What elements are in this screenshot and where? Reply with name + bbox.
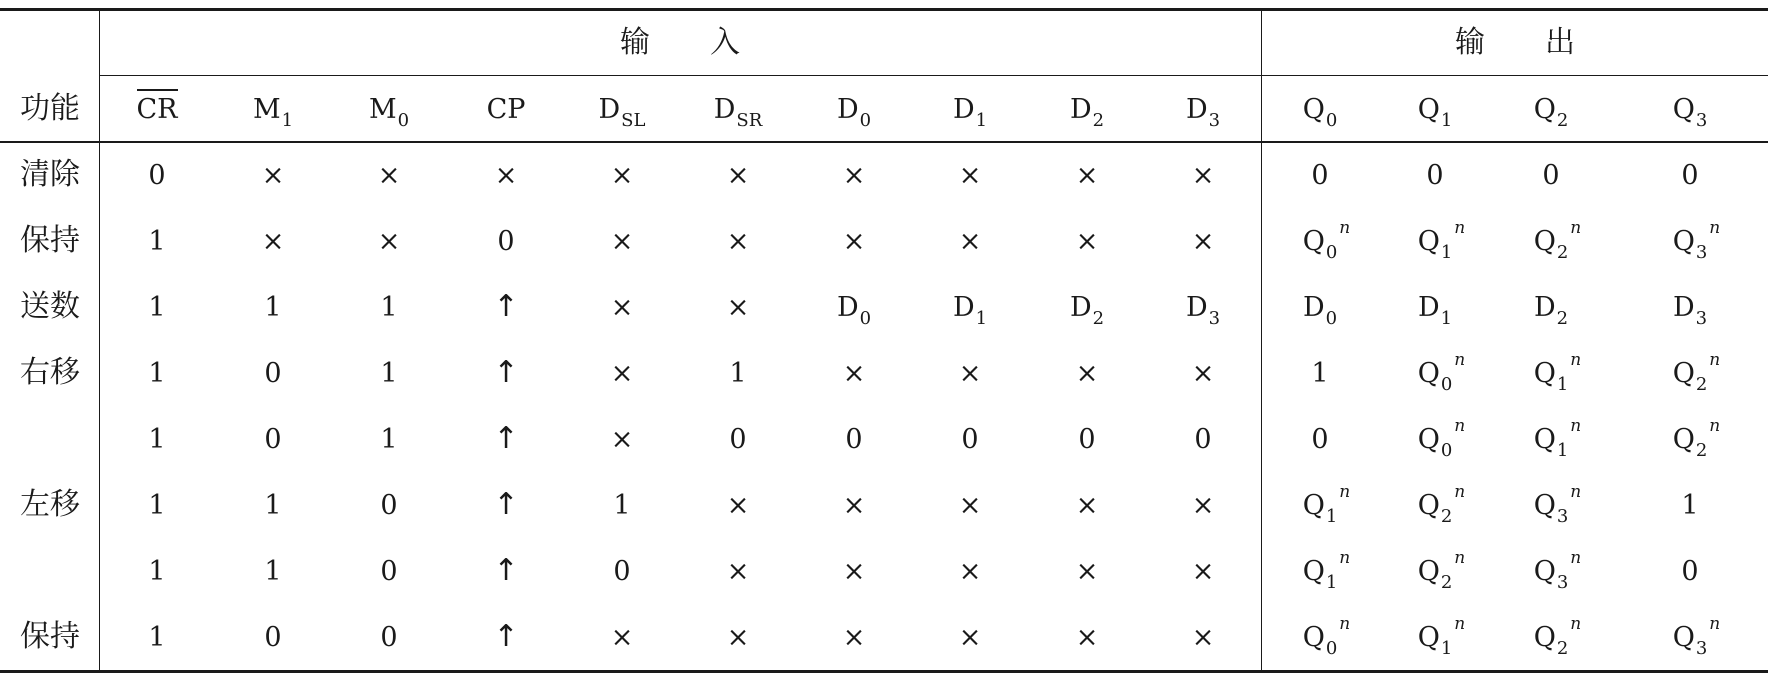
table-cell: × — [610, 357, 634, 389]
table-cell: × — [726, 159, 750, 191]
table-cell: ↑ — [493, 487, 519, 522]
table-cell: 0 — [1681, 555, 1699, 587]
table-cell: × — [842, 159, 866, 191]
table-cell: × — [1075, 489, 1099, 521]
table-cell: $Q_2$ n — [1417, 547, 1466, 593]
input-group-label: 输 入 — [620, 25, 740, 60]
table-cell: 1 — [1681, 489, 1699, 521]
table-cell: 0 — [148, 159, 166, 191]
table-cell: $Q_2$ n — [1417, 481, 1466, 527]
table-cell: $Q_1$ n — [1417, 613, 1466, 659]
table-cell: $Q_1$ n — [1533, 349, 1582, 395]
top-rule — [0, 8, 1768, 11]
output-group-label: 输 出 — [1455, 25, 1575, 60]
table-cell: × — [377, 225, 401, 257]
input-output-divider — [1261, 8, 1262, 670]
table-cell: ↑ — [493, 289, 519, 324]
table-cell: 0 — [264, 357, 282, 389]
table-cell: × — [610, 225, 634, 257]
table-cell: $Q_3$ n — [1672, 613, 1721, 659]
table-cell: $Q_0$ n — [1417, 349, 1466, 395]
column-header: $Q_3$ — [1672, 93, 1708, 131]
table-cell: ↑ — [493, 553, 519, 588]
table-cell: 1 — [729, 357, 747, 389]
table-cell: × — [1191, 621, 1215, 653]
table-cell: × — [842, 225, 866, 257]
table-cell: 1 — [148, 423, 166, 455]
table-cell: × — [494, 159, 518, 191]
table-cell: × — [1075, 555, 1099, 587]
table-cell: 0 — [1078, 423, 1096, 455]
table-cell: 1 — [148, 357, 166, 389]
table-cell: × — [610, 423, 634, 455]
column-header: $D_2$ — [1069, 93, 1105, 131]
group-header-rule — [100, 75, 1768, 76]
bottom-rule — [0, 670, 1768, 673]
row-function-label — [0, 538, 100, 604]
column-header: $M_0$ — [368, 93, 410, 131]
table-cell: 0 — [1194, 423, 1212, 455]
row-function-label: 保持 — [20, 223, 80, 258]
table-cell: × — [726, 489, 750, 521]
table-cell: × — [726, 621, 750, 653]
column-header: $D_3$ — [1185, 93, 1221, 131]
table-cell: 0 — [380, 555, 398, 587]
output-group-header — [1262, 10, 1768, 76]
table-cell: × — [1191, 357, 1215, 389]
table-cell: 0 — [1311, 423, 1329, 455]
table-cell: $Q_1$ n — [1302, 547, 1351, 593]
table-cell: × — [1191, 489, 1215, 521]
table-cell: 0 — [380, 621, 398, 653]
table-cell: $D_0$ — [836, 291, 872, 329]
table-cell: 0 — [613, 555, 631, 587]
table-cell: 1 — [148, 489, 166, 521]
table-cell: × — [958, 489, 982, 521]
table-cell: 1 — [1311, 357, 1329, 389]
table-cell: 0 — [1311, 159, 1329, 191]
column-header: $D_{SR}$ — [713, 93, 763, 131]
table-cell: × — [1075, 159, 1099, 191]
table-cell: × — [610, 291, 634, 323]
table-cell: ↑ — [493, 355, 519, 390]
table-cell: $Q_2$ n — [1672, 349, 1721, 395]
table-cell: 0 — [1542, 159, 1560, 191]
table-cell: × — [1075, 357, 1099, 389]
table-cell: 0 — [1426, 159, 1444, 191]
input-group-header — [100, 10, 1260, 76]
table-cell: × — [726, 555, 750, 587]
table-cell: × — [726, 225, 750, 257]
table-cell: $D_1$ — [1417, 291, 1453, 329]
table-cell: $Q_3$ n — [1672, 217, 1721, 263]
function-label: 功能 — [20, 91, 80, 126]
table-cell: 1 — [613, 489, 631, 521]
table-cell: $Q_1$ n — [1533, 415, 1582, 461]
row-function-label: 保持 — [20, 619, 80, 654]
table-cell: 1 — [264, 555, 282, 587]
table-cell: × — [958, 621, 982, 653]
column-header: CP — [486, 93, 526, 125]
table-cell: 1 — [148, 621, 166, 653]
table-cell: 1 — [148, 225, 166, 257]
table-cell: $D_1$ — [952, 291, 988, 329]
table-cell: × — [958, 357, 982, 389]
table-cell: $Q_0$ n — [1302, 217, 1351, 263]
table-cell: 1 — [380, 291, 398, 323]
row-function-label: 左移 — [20, 487, 80, 522]
table-cell: × — [261, 159, 285, 191]
table-cell: 0 — [729, 423, 747, 455]
table-cell: × — [1191, 159, 1215, 191]
table-cell: 1 — [264, 291, 282, 323]
table-cell: 0 — [497, 225, 515, 257]
column-header: CR — [102, 76, 212, 142]
function-divider — [99, 8, 100, 670]
table-cell: $Q_1$ n — [1417, 217, 1466, 263]
row-function-label — [0, 406, 100, 472]
table-cell: × — [1191, 225, 1215, 257]
table-cell: × — [261, 225, 285, 257]
table-cell: × — [958, 159, 982, 191]
table-cell: $D_2$ — [1069, 291, 1105, 329]
row-function-label: 送数 — [20, 289, 80, 324]
table-cell: 1 — [264, 489, 282, 521]
row-function-label: 清除 — [20, 157, 80, 192]
table-cell: ↑ — [493, 421, 519, 456]
table-cell: $Q_2$ n — [1533, 217, 1582, 263]
table-cell: × — [1075, 621, 1099, 653]
table-cell: 0 — [1681, 159, 1699, 191]
table-cell: × — [610, 621, 634, 653]
table-cell: × — [842, 357, 866, 389]
column-header: $D_{SL}$ — [598, 93, 646, 131]
table-cell: × — [958, 555, 982, 587]
column-header: $Q_1$ — [1417, 93, 1453, 131]
table-cell: $Q_3$ n — [1533, 547, 1582, 593]
table-cell: $Q_2$ n — [1672, 415, 1721, 461]
table-cell: $D_3$ — [1672, 291, 1708, 329]
table-cell: × — [377, 159, 401, 191]
table-cell: $Q_1$ n — [1302, 481, 1351, 527]
table-cell: $D_3$ — [1185, 291, 1221, 329]
function-column-header — [0, 76, 100, 142]
table-cell: 0 — [264, 423, 282, 455]
table-cell: 0 — [845, 423, 863, 455]
column-header: $Q_0$ — [1302, 93, 1338, 131]
table-cell: 0 — [264, 621, 282, 653]
table-cell: $Q_0$ n — [1302, 613, 1351, 659]
table-cell: 1 — [380, 357, 398, 389]
table-cell: × — [842, 621, 866, 653]
table-cell: $Q_2$ n — [1533, 613, 1582, 659]
table-cell: × — [726, 291, 750, 323]
table-cell: 0 — [961, 423, 979, 455]
column-header: $D_0$ — [836, 93, 872, 131]
column-header: $Q_2$ — [1533, 93, 1569, 131]
table-cell: $D_2$ — [1533, 291, 1569, 329]
row-function-label: 右移 — [20, 355, 80, 390]
table-cell: × — [610, 159, 634, 191]
table-cell: × — [842, 489, 866, 521]
table-cell: × — [958, 225, 982, 257]
header-bottom-rule — [0, 141, 1768, 143]
column-header: $M_1$ — [252, 93, 294, 131]
table-cell: 1 — [148, 291, 166, 323]
table-cell: 1 — [148, 555, 166, 587]
table-cell: × — [1191, 555, 1215, 587]
table-cell: × — [842, 555, 866, 587]
table-cell: $Q_0$ n — [1417, 415, 1466, 461]
column-header: $D_1$ — [952, 93, 988, 131]
table-cell: × — [1075, 225, 1099, 257]
table-cell: 0 — [380, 489, 398, 521]
table-cell: $D_0$ — [1302, 291, 1338, 329]
table-cell: $Q_3$ n — [1533, 481, 1582, 527]
table-cell: 1 — [380, 423, 398, 455]
table-cell: ↑ — [493, 619, 519, 654]
